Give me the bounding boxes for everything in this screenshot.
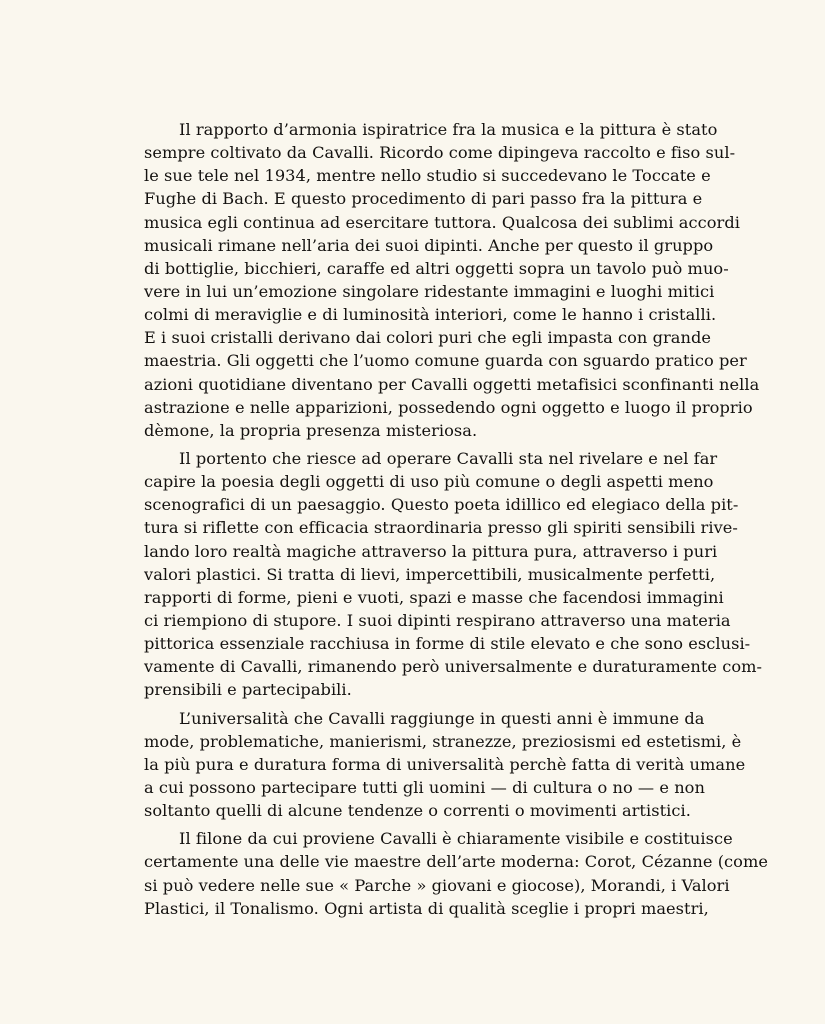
text-line: dèmone, la propria presenza misteriosa.: [144, 420, 478, 440]
paragraph-3: [144, 707, 746, 823]
text-line: Il portento che riesce ad operare Cavalli sta nel rivelare e nel far: [179, 448, 718, 468]
text-line: di bottiglie, bicchieri, caraffe ed altri oggetti sopra un tavolo può muo-: [144, 258, 729, 278]
text-line: ci riempiono di stupore. I suoi dipinti respirano attraverso una materia: [144, 610, 731, 630]
text-line: le sue tele nel 1934, mentre nello studio si succedevano le Toccate e: [144, 166, 711, 186]
text-line: vere in lui un’emozione singolare ridestante immagini e luoghi mitici: [144, 281, 715, 301]
text-line: Plastici, il Tonalismo. Ogni artista di qualità sceglie i propri maestri,: [144, 898, 709, 918]
text-line: musicali rimane nell’aria dei suoi dipinti. Anche per questo il gruppo: [144, 235, 714, 255]
text-line: valori plastici. Si tratta di lievi, impercettibili, musicalmente perfetti,: [144, 564, 716, 584]
text-line: a cui possono partecipare tutti gli uomini — di cultura o no — e non: [144, 777, 705, 797]
text-line: E i suoi cristalli derivano dai colori puri che egli impasta con grande: [144, 328, 712, 348]
text-line: L’universalità che Cavalli raggiunge in questi anni è immune da: [179, 708, 705, 728]
text-line: lando loro realtà magiche attraverso la pittura pura, attraverso i puri: [144, 541, 718, 561]
text-line: mode, problematiche, manierismi, stranezze, preziosismi ed estetismi, è: [144, 731, 742, 751]
text-line: Il filone da cui proviene Cavalli è chiaramente visibile e costituisce: [179, 829, 733, 849]
text-line: colmi di meraviglie e di luminosità interiori, come le hanno i cristalli.: [144, 305, 717, 325]
text-line: capire la poesia degli oggetti di uso più comune o degli aspetti meno: [144, 472, 714, 492]
text-line: certamente una delle vie maestre dell’arte moderna: Corot, Cézanne (come: [144, 852, 768, 872]
text-line: scenografici di un paesaggio. Questo poeta idillico ed elegiaco della pit-: [144, 495, 739, 515]
text-line: Fughe di Bach. E questo procedimento di pari passo fra la pittura e: [144, 189, 703, 209]
text-line: rapporti di forme, pieni e vuoti, spazi e masse che facendosi immagini: [144, 587, 724, 607]
text-line: vamente di Cavalli, rimanendo però universalmente e duraturamente com-: [144, 657, 763, 677]
text-line: Il rapporto d’armonia ispiratrice fra la musica e la pittura è stato: [179, 120, 718, 139]
text-column: [144, 118, 768, 920]
text-line: prensibili e partecipabili.: [144, 680, 352, 700]
text-line: soltanto quelli di alcune tendenze o correnti o movimenti artistici.: [144, 801, 691, 821]
text-line: pittorica essenziale racchiusa in forme di stile elevato e che sono esclusi-: [144, 634, 751, 654]
paragraph-1: [144, 118, 760, 442]
paragraph-2: [144, 447, 763, 702]
paragraph-4: [144, 827, 768, 920]
text-line: si può vedere nelle sue « Parche » giovani e giocose), Morandi, i Valori: [144, 875, 730, 895]
text-line: maestria. Gli oggetti che l’uomo comune guarda con sguardo pratico per: [144, 351, 747, 371]
text-line: azioni quotidiane diventano per Cavalli oggetti metafisici sconfinanti nella: [144, 374, 760, 394]
text-line: tura si riflette con efficacia straordinaria presso gli spiriti sensibili rive-: [144, 518, 738, 538]
text-line: musica egli continua ad esercitare tuttora. Qualcosa dei sublimi accordi: [144, 212, 740, 232]
text-line: astrazione e nelle apparizioni, possedendo ogni oggetto e luogo il proprio: [144, 397, 753, 417]
text-line: la più pura e duratura forma di universalità perchè fatta di verità umane: [144, 754, 746, 774]
text-line: sempre coltivato da Cavalli. Ricordo come dipingeva raccolto e fiso sul-: [144, 143, 736, 163]
